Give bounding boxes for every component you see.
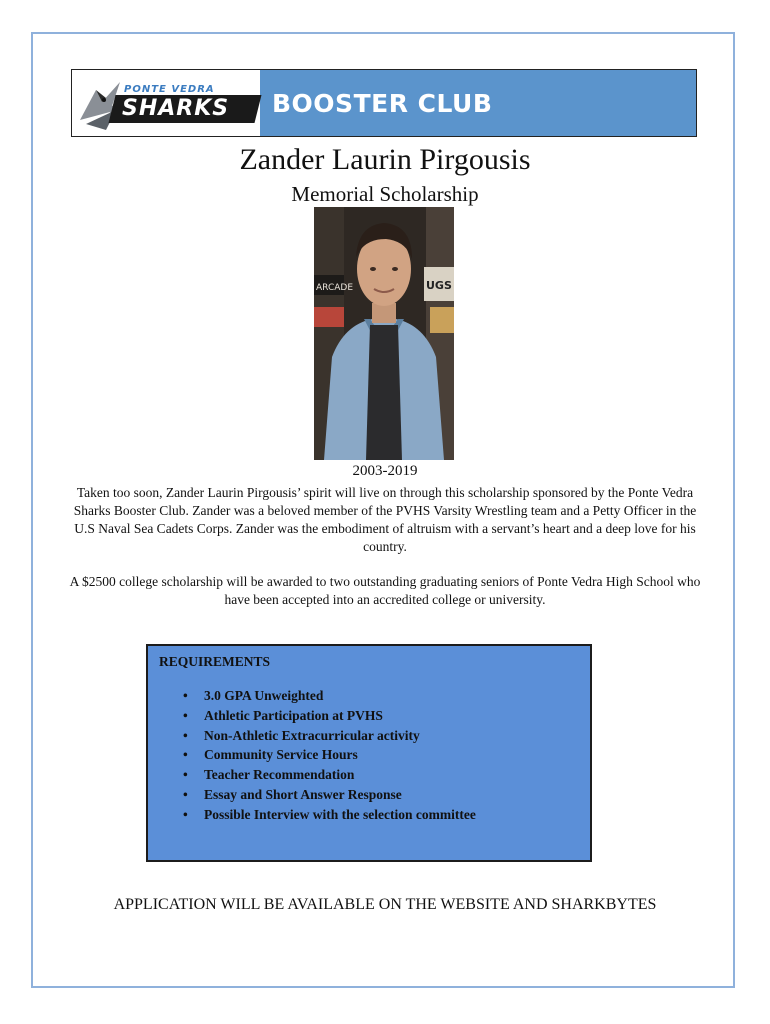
page-title: Zander Laurin Pirgousis: [239, 143, 531, 176]
bullet-icon: •: [183, 747, 188, 763]
application-notice: APPLICATION WILL BE AVAILABLE ON THE WEBSITE AND SHARKBYTES: [113, 896, 657, 913]
booster-club-banner: [71, 69, 697, 137]
list-item: • Athletic Participation at PVHS: [204, 706, 476, 726]
photo-text-right: UGS: [426, 279, 452, 292]
memorial-photo: [314, 207, 454, 460]
sharks-logo: [72, 70, 260, 136]
logo-top-text: PONTE VEDRA: [124, 84, 215, 95]
logo-main-text: SHARKS: [122, 96, 230, 121]
award-paragraph: A $2500 college scholarship will be awarded to two outstanding graduating seniors of Ponte Vedra High School who have been accepted into an accredited college or university.: [69, 574, 701, 607]
bullet-icon: •: [183, 806, 188, 822]
bullet-icon: •: [183, 707, 188, 723]
list-item: • Possible Interview with the selection committee: [204, 805, 476, 825]
page-subtitle: Memorial Scholarship: [291, 182, 479, 206]
list-item: • Essay and Short Answer Response: [204, 785, 476, 805]
requirements-list: [148, 686, 476, 825]
bullet-icon: •: [183, 727, 188, 743]
list-item: • Non-Athletic Extracurricular activity: [204, 726, 476, 746]
bullet-icon: •: [183, 688, 188, 703]
list-item: • 3.0 GPA Unweighted: [204, 686, 476, 706]
photo-text-left: ARCADE: [316, 283, 354, 293]
requirements-box: [146, 644, 592, 862]
banner-club-panel: [260, 70, 696, 136]
banner-club-label: BOOSTER CLUB: [272, 88, 493, 118]
dedication-paragraph: Taken too soon, Zander Laurin Pirgousis’ spirit will live on through this scholarship sponsored by the Ponte Vedra Sharks Booster Club. Zander was a beloved member of the PVHS Varsity Wrestling team and a Petty Officer in the U.S Naval Sea Cadets Corps. Zander was the embodiment of altruism with a servant’s heart and a deep love for his country.: [73, 485, 697, 554]
bullet-icon: •: [183, 767, 188, 783]
bullet-icon: •: [183, 786, 188, 802]
list-item: • Teacher Recommendation: [204, 765, 476, 785]
life-years: 2003-2019: [352, 463, 418, 479]
requirements-heading: REQUIREMENTS: [159, 654, 271, 669]
list-item: • Community Service Hours: [204, 745, 476, 765]
